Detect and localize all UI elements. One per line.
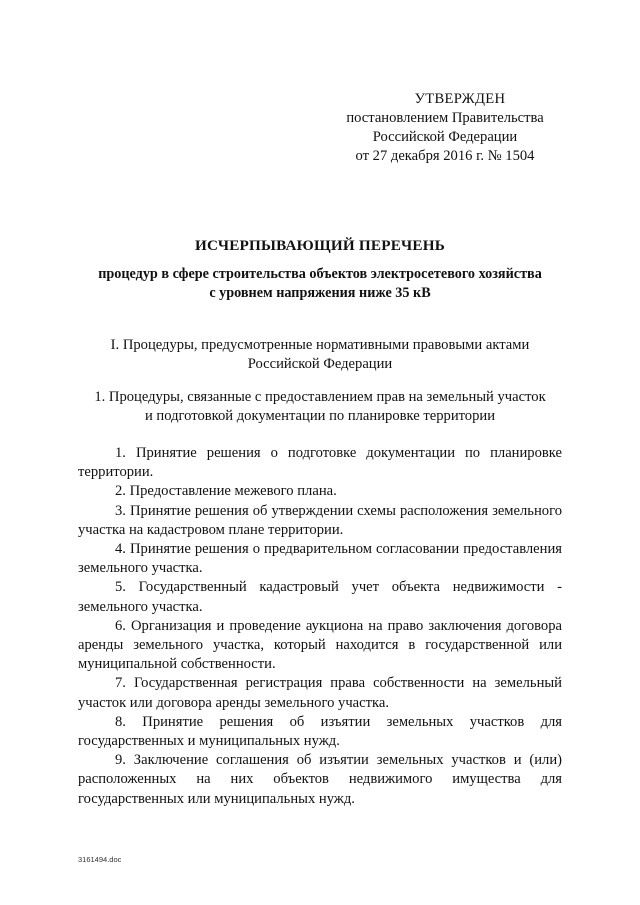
approved-label: УТВЕРЖДЕН [414, 91, 506, 107]
list-item: 3. Принятие решения об утверждении схемы расположения земельного участка на кадастровом плане территории. [78, 502, 562, 538]
approval-stamp [330, 90, 560, 166]
approval-line-3: от 27 декабря 2016 г. № 1504 [355, 148, 535, 164]
section-line-1: I. Процедуры, предусмотренные нормативными правовыми актами [110, 337, 530, 353]
list-item: 5. Государственный кадастровый учет объекта недвижимости - земельного участка. [78, 579, 562, 615]
list-item: 8. Принятие решения об изъятии земельных участков для государственных и муниципальных нужд. [78, 713, 562, 750]
section-line-2: Российской Федерации [247, 356, 393, 372]
subtitle-line-1: процедур в сфере строительства объектов электросетевого хозяйства [98, 266, 542, 282]
list-item: 2. Предоставление межевого плана. [115, 483, 337, 500]
subsection-line-1: 1. Процедуры, связанные с предоставлением прав на земельный участок [94, 389, 546, 405]
procedure-list [78, 444, 562, 809]
file-name-footer: 3161494.doc [78, 855, 122, 864]
approval-line-2: Российской Федерации [372, 129, 518, 145]
document-title: ИСЧЕРПЫВАЮЩИЙ ПЕРЕЧЕНЬ [195, 237, 445, 254]
subsection-line-2: и подготовкой документации по планировке территории [144, 408, 496, 424]
document-subtitle [60, 265, 580, 303]
list-item: 4. Принятие решения о предварительном согласовании предоставления земельного участка. [78, 541, 562, 577]
approval-line-1: постановлением Правительства [346, 110, 544, 126]
subsection-heading [60, 388, 580, 426]
list-item: 9. Заключение соглашения об изъятии земельных участков и (или) расположенных на них объектов недвижимого имущества для государственных или муниципальных нужд. [78, 752, 562, 807]
list-item: 6. Организация и проведение аукциона на право заключения договора аренды земельного участка, который находится в государственной или муниципальной собственности. [78, 617, 562, 673]
list-item: 1. Принятие решения о подготовке документации по планировке территории. [78, 445, 562, 481]
section-heading [60, 336, 580, 374]
list-item: 7. Государственная регистрация права собственности на земельный участок или договора аренды земельного участка. [78, 675, 562, 711]
subtitle-line-2: с уровнем напряжения ниже 35 кВ [209, 285, 431, 301]
